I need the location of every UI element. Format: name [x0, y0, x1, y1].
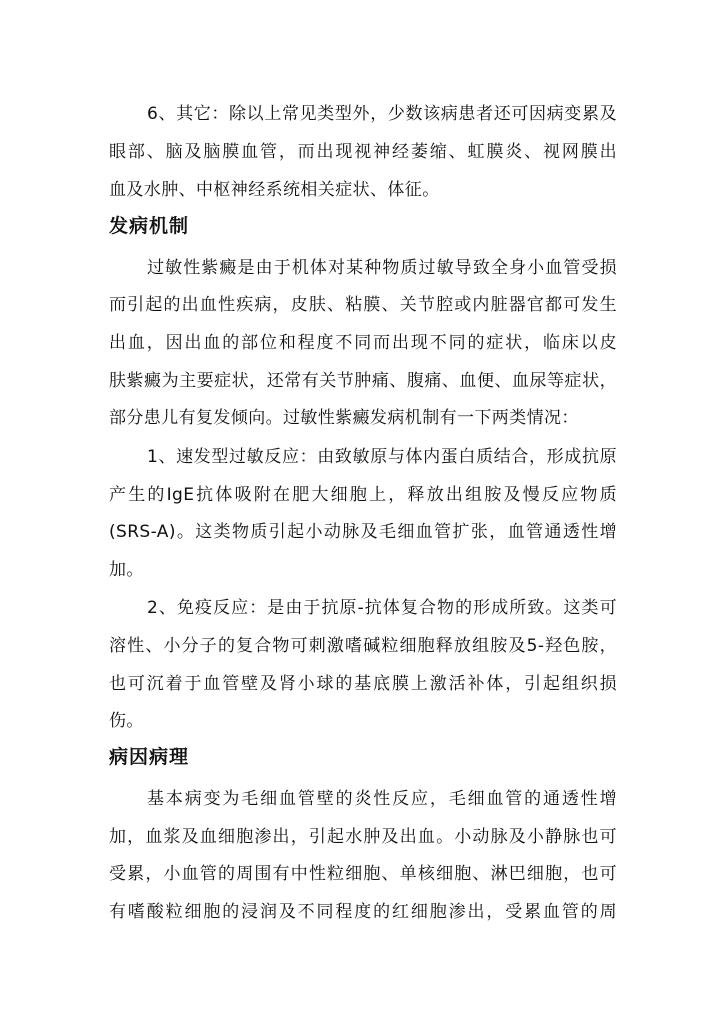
text-line: 有嗜酸粒细胞的浸润及不同程度的红细胞渗出，受累血管的周	[109, 902, 617, 922]
text-line: 出血，因出血的部位和程度不同而出现不同的症状，临床以皮	[109, 333, 617, 353]
text-line: 产生的IgE抗体吸附在肥大细胞上，释放出组胺及慢反应物质	[109, 485, 617, 505]
text-line: (SRS-A)。这类物质引起小动脉及毛细血管扩张，血管通透性增	[109, 522, 617, 542]
text-line: 伤。	[109, 711, 144, 731]
section-heading-pathology: 病因病理	[109, 746, 190, 768]
text-line: 部分患儿有复发倾向。过敏性紫癜发病机制有一下两类情况：	[109, 408, 579, 428]
text-line: 而引起的出血性疾病，皮肤、粘膜、关节腔或内脏器官都可发生	[109, 295, 617, 315]
text-line: 过敏性紫癜是由于机体对某种物质过敏导致全身小血管受损	[147, 258, 617, 278]
text-line: 加。	[109, 560, 144, 580]
text-line: 基本病变为毛细血管壁的炎性反应，毛细血管的通透性增	[147, 789, 617, 809]
text-line: 加，血浆及血细胞渗出，引起水肿及出血。小动脉及小静脉也可	[109, 827, 617, 847]
text-line: 眼部、脑及脑膜血管，而出现视神经萎缩、虹膜炎、视网膜出	[109, 142, 617, 162]
text-line: 溶性、小分子的复合物可刺激嗜碱粒细胞释放组胺及5-羟色胺，	[109, 636, 617, 656]
text-line: 1、速发型过敏反应：由致敏原与体内蛋白质结合，形成抗原	[147, 447, 617, 467]
text-line: 血及水肿、中枢神经系统相关症状、体征。	[109, 180, 440, 200]
text-line: 也可沉着于血管壁及肾小球的基底膜上激活补体，引起组织损	[109, 674, 617, 694]
text-line: 2、免疫反应：是由于抗原-抗体复合物的形成所致。这类可	[147, 598, 617, 618]
section-heading-pathogenesis: 发病机制	[109, 215, 190, 237]
text-line: 受累，小血管的周围有中性粒细胞、单核细胞、淋巴细胞，也可	[109, 864, 617, 884]
text-line: 6、其它：除以上常见类型外，少数该病患者还可因病变累及	[147, 104, 617, 124]
text-line: 肤紫癜为主要症状，还常有关节肿痛、腹痛、血便、血尿等症状，	[109, 371, 617, 391]
